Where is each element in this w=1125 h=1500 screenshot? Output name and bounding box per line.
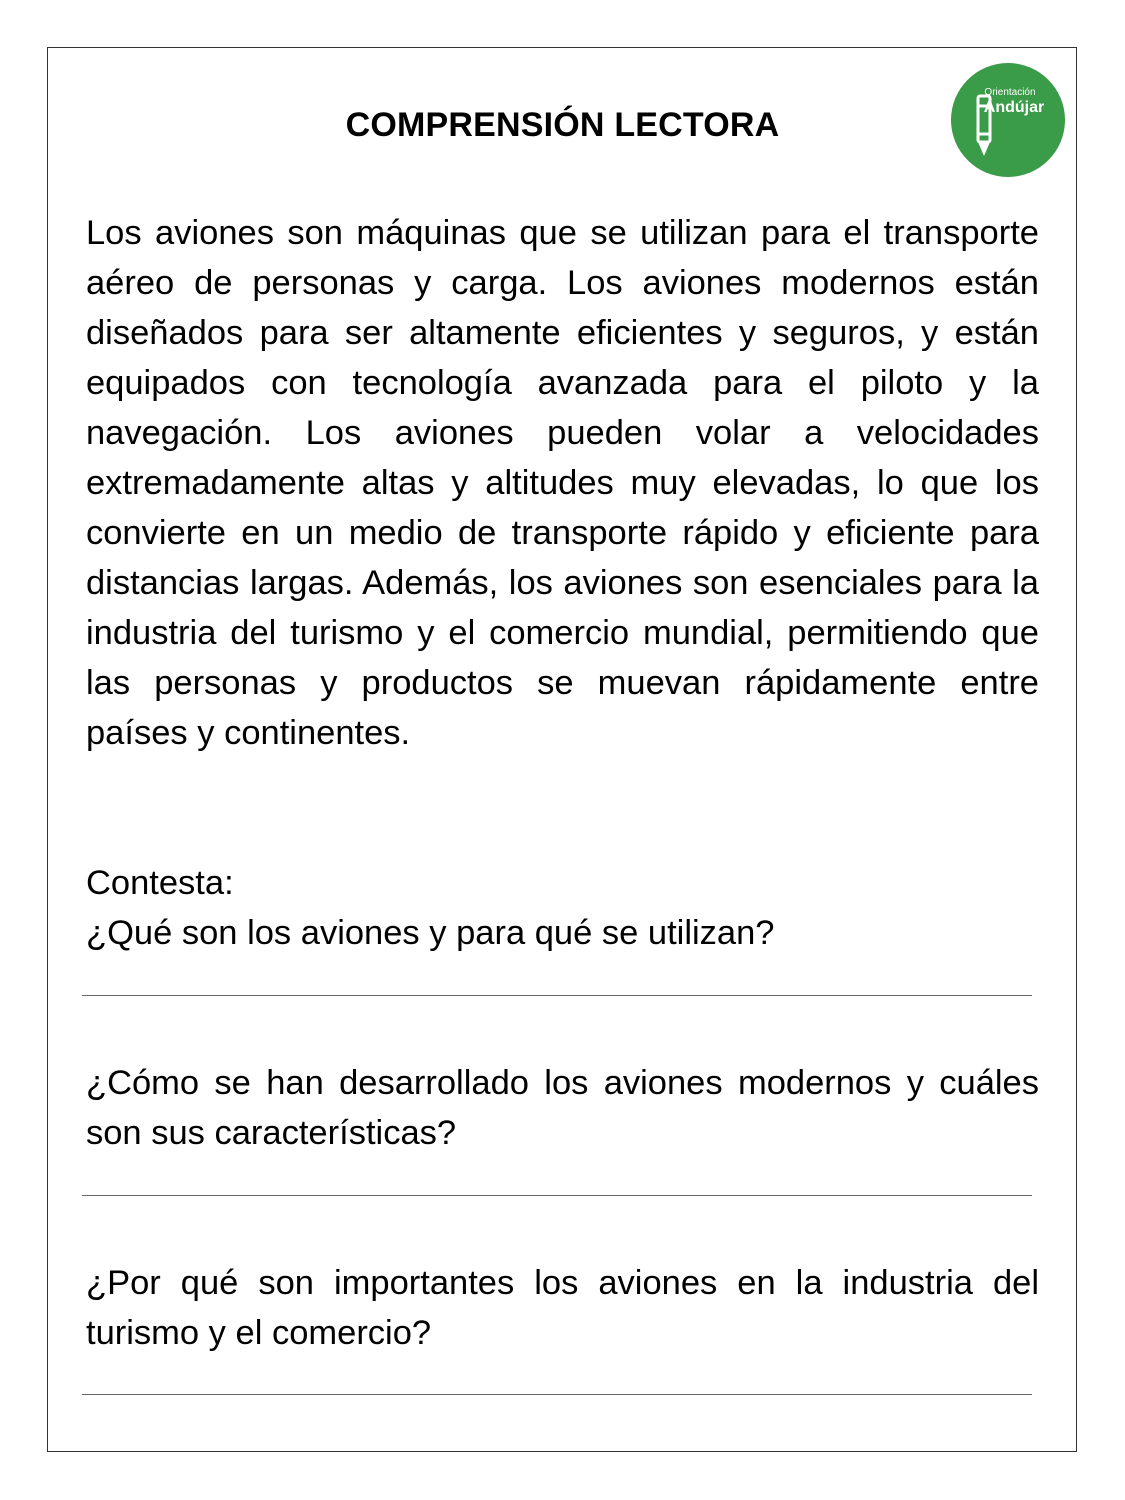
answer-line-1[interactable]: [82, 995, 1032, 996]
orientacion-andujar-logo: [950, 62, 1066, 178]
logo-wordmark: Andújar: [983, 99, 1045, 116]
logo-subtitle: Orientación: [984, 87, 1036, 98]
answer-line-2[interactable]: [82, 1195, 1032, 1196]
questions-intro: Contesta:: [86, 864, 234, 902]
answer-line-3[interactable]: [82, 1394, 1032, 1395]
reading-passage: Los aviones son máquinas que se utilizan para el transporte aéreo de personas y carga. Los aviones modernos están diseñados para ser altamente eficientes y seguros, y están equipados con tecnología avanzada para el piloto y la navegación. Los aviones pueden volar a velocidades extremadamente altas y altitudes muy elevadas, lo que los convierte en un medio de transporte rápido y eficiente para distancias largas. Además, los aviones son esenciales para la industria del turismo y el comercio mundial, permitiendo que las personas y productos se muevan rápidamente entre países y continentes.: [86, 214, 1039, 752]
question-2: ¿Cómo se han desarrollado los aviones modernos y cuáles son sus características?: [86, 1064, 1039, 1152]
question-3: ¿Por qué son importantes los aviones en la industria del turismo y el comercio?: [86, 1264, 1039, 1352]
page-title: COMPRENSIÓN LECTORA: [345, 106, 780, 144]
question-1: ¿Qué son los aviones y para qué se utilizan?: [86, 914, 775, 952]
